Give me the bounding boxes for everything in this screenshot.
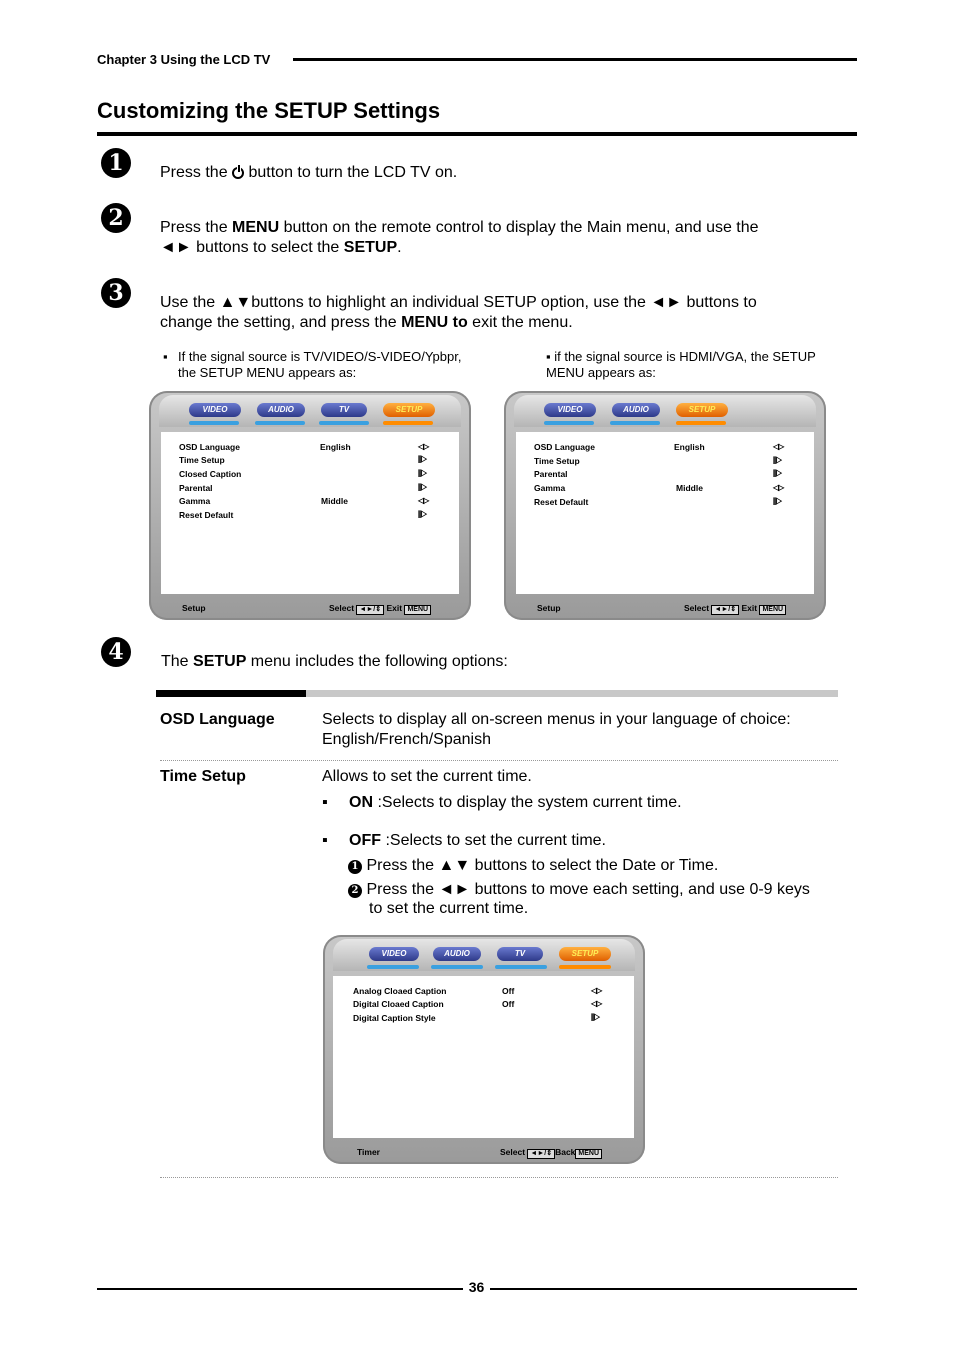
menu-screen: [161, 432, 459, 594]
tab-underline: [431, 965, 483, 969]
menu-row-label: Digital Caption Style: [353, 1013, 436, 1023]
submenu-arrow-icon: ⫼▷: [773, 497, 782, 506]
step-number-1: 1: [101, 148, 131, 178]
on-bullet: ▪: [322, 794, 328, 811]
adjust-arrows-icon: ◁▷: [418, 442, 429, 451]
footer-select-label: Select: [684, 603, 710, 613]
setup-menu-screenshot-tv: [149, 391, 471, 620]
option-off-text: [349, 831, 606, 851]
osd-desc-line1: Selects to display all on-screen menus in your language of choice:: [322, 711, 791, 728]
tab-underline-active: [676, 421, 726, 425]
menu-footer-hints: [500, 1147, 602, 1159]
menu-screen: [516, 432, 814, 594]
menu-footer-title: Timer: [357, 1147, 380, 1157]
step-2-text: [160, 218, 840, 258]
footer-exit-label: Exit: [741, 603, 758, 613]
timer-menu-screenshot: [323, 935, 645, 1164]
navigation-keys-icon: ◄►/⇕: [711, 605, 739, 615]
tab-setup: SETUP: [676, 403, 728, 417]
navigation-keys-icon: ◄►/⇕: [527, 1149, 555, 1159]
adjust-arrows-icon: ◁▷: [773, 442, 784, 451]
menu-footer-hints: [684, 603, 786, 615]
menu-row-value: English: [674, 442, 705, 452]
substep-1: [348, 856, 718, 876]
step-3-menu-bold: MENU to: [401, 314, 468, 331]
submenu-arrow-icon: ⫼▷: [773, 469, 782, 478]
tab-underline-active: [559, 965, 611, 969]
adjust-arrows-icon: ◁▷: [591, 986, 602, 995]
menu-row-value: Off: [502, 986, 515, 996]
step-4-post: menu includes the following options:: [246, 653, 508, 670]
tab-video: VIDEO: [544, 403, 596, 417]
tab-audio: AUDIO: [433, 947, 481, 961]
page-title: Customizing the SETUP Settings: [97, 98, 441, 123]
footer-select-label: Select: [329, 603, 355, 613]
adjust-arrows-icon: ◁▷: [773, 483, 784, 492]
menu-row-label: Digital Cloaed Caption: [353, 999, 444, 1009]
tab-setup: SETUP: [559, 947, 611, 961]
navigation-keys-icon: ◄►/⇕: [356, 605, 384, 615]
footer-back-label: Back: [555, 1147, 576, 1157]
step-4-pre: The: [161, 653, 194, 670]
menu-row-label: OSD Language: [179, 442, 240, 452]
option-term-osd-language: OSD Language: [160, 711, 275, 728]
step-2-menu-bold: MENU: [232, 219, 280, 236]
substep-2-line1: Press the ◄► buttons to move each setting, and use 0-9 keys: [366, 881, 810, 898]
option-on-text: [349, 793, 682, 813]
menu-footer-title: Setup: [537, 603, 561, 613]
chapter-heading: Chapter 3 Using the LCD TV: [97, 52, 271, 67]
step-2-line1-post: button on the remote control to display the Main menu, and use the: [279, 219, 759, 236]
menu-key-icon: MENU: [404, 605, 431, 615]
substep-1-text: Press the ▲▼ buttons to select the Date or Time.: [366, 857, 719, 874]
header-rule: [293, 58, 857, 61]
substep-number-1: 1: [348, 860, 362, 874]
option-desc-osd-language: [322, 710, 838, 750]
step-3-line1: Use the ▲▼buttons to highlight an individual SETUP option, use the ◄► buttons to: [160, 294, 757, 311]
menu-footer-hints: [329, 603, 431, 615]
adjust-arrows-icon: ◁▷: [591, 999, 602, 1008]
note-left: [178, 349, 508, 381]
tab-underline: [189, 421, 239, 425]
substep-2-line2: to set the current time.: [369, 900, 529, 917]
submenu-arrow-icon: ⫼▷: [773, 456, 782, 465]
tab-audio: AUDIO: [612, 403, 660, 417]
menu-row-value: Middle: [676, 483, 703, 493]
note-right-line1: ▪ if the signal source is HDMI/VGA, the SETUP: [546, 349, 816, 364]
menu-tab-bar: [159, 395, 461, 427]
menu-row-label: Gamma: [534, 483, 566, 493]
menu-row-value: Middle: [321, 496, 348, 506]
note-left-line1: If the signal source is TV/VIDEO/S-VIDEO/Ypbpr,: [178, 349, 462, 364]
footer-exit-label: Exit: [386, 603, 403, 613]
option-term-time-setup: Time Setup: [160, 768, 246, 785]
step-4-text: [161, 652, 508, 672]
submenu-arrow-icon: ⫼▷: [591, 1013, 600, 1022]
menu-row-label: Reset Default: [179, 510, 234, 520]
off-bold: OFF: [349, 832, 381, 849]
step-1-text: [160, 163, 457, 183]
menu-row-label: Time Setup: [534, 456, 580, 466]
tab-underline: [495, 965, 547, 969]
on-bold: ON: [349, 794, 373, 811]
on-desc: :Selects to display the system current time.: [373, 794, 682, 811]
page-number: 36: [468, 1279, 485, 1295]
row-separator: [160, 760, 838, 761]
tab-underline: [319, 421, 369, 425]
power-icon: [232, 167, 244, 179]
step-4-setup-bold: SETUP: [193, 653, 247, 670]
menu-footer-title: Setup: [182, 603, 206, 613]
off-desc: :Selects to set the current time.: [381, 832, 606, 849]
substep-number-2: 2: [348, 884, 362, 898]
tab-underline-active: [383, 421, 433, 425]
option-desc-time-setup: Allows to set the current time.: [322, 768, 532, 785]
tab-tv: TV: [321, 403, 367, 417]
submenu-arrow-icon: ⫼▷: [418, 455, 427, 464]
step-1-pre: Press the: [160, 164, 233, 181]
tab-video: VIDEO: [189, 403, 241, 417]
osd-desc-line2: English/French/Spanish: [322, 731, 491, 748]
footer-rule-right: [490, 1288, 857, 1290]
tab-video: VIDEO: [369, 947, 419, 961]
menu-row-value: Off: [502, 999, 515, 1009]
note-right-line2: MENU appears as:: [546, 365, 656, 380]
step-number-2: 2: [101, 203, 131, 233]
substep-2: [348, 880, 828, 900]
tab-underline: [610, 421, 660, 425]
tab-underline: [367, 965, 419, 969]
menu-tab-bar: [514, 395, 816, 427]
setup-menu-screenshot-hdmi: [504, 391, 826, 620]
table-header-bar-dark: [156, 690, 306, 697]
off-bullet: ▪: [322, 832, 328, 849]
title-rule: [97, 132, 857, 136]
table-header-bar-light: [306, 690, 838, 697]
step-2-line1-pre: Press the: [160, 219, 233, 236]
note-left-bullet: ▪: [163, 349, 168, 364]
menu-row-label: Analog Cloaed Caption: [353, 986, 447, 996]
menu-tab-bar: [333, 939, 635, 971]
menu-row-label: OSD Language: [534, 442, 595, 452]
menu-row-label: Gamma: [179, 496, 211, 506]
submenu-arrow-icon: ⫼▷: [418, 510, 427, 519]
menu-key-icon: MENU: [759, 605, 786, 615]
step-3-text: [160, 293, 840, 333]
menu-row-label: Parental: [534, 469, 568, 479]
menu-row-label: Reset Default: [534, 497, 589, 507]
step-3-line2-pre: change the setting, and press the: [160, 314, 402, 331]
step-2-line2-pre: ◄► buttons to select the: [160, 239, 344, 256]
step-1-post: button to turn the LCD TV on.: [244, 164, 458, 181]
footer-select-label: Select: [500, 1147, 526, 1157]
menu-key-icon: MENU: [575, 1149, 602, 1159]
step-2-setup-bold: SETUP: [343, 239, 398, 256]
menu-row-label: Time Setup: [179, 455, 225, 465]
submenu-arrow-icon: ⫼▷: [418, 483, 427, 492]
tab-audio: AUDIO: [257, 403, 305, 417]
table-bottom-separator: [160, 1177, 838, 1178]
step-2-line2-post: .: [397, 239, 402, 256]
step-number-3: 3: [101, 278, 131, 308]
tab-underline: [255, 421, 305, 425]
step-number-4: 4: [101, 637, 131, 667]
note-right: [546, 349, 846, 381]
footer-rule-left: [97, 1288, 463, 1290]
submenu-arrow-icon: ⫼▷: [418, 469, 427, 478]
step-3-line2-post: exit the menu.: [467, 314, 573, 331]
menu-row-label: Parental: [179, 483, 213, 493]
tab-tv: TV: [497, 947, 543, 961]
menu-screen: [333, 976, 634, 1138]
adjust-arrows-icon: ◁▷: [418, 496, 429, 505]
menu-row-label: Closed Caption: [179, 469, 242, 479]
tab-underline: [544, 421, 594, 425]
menu-row-value: English: [320, 442, 351, 452]
note-left-line2: the SETUP MENU appears as:: [178, 365, 357, 380]
tab-setup: SETUP: [383, 403, 435, 417]
